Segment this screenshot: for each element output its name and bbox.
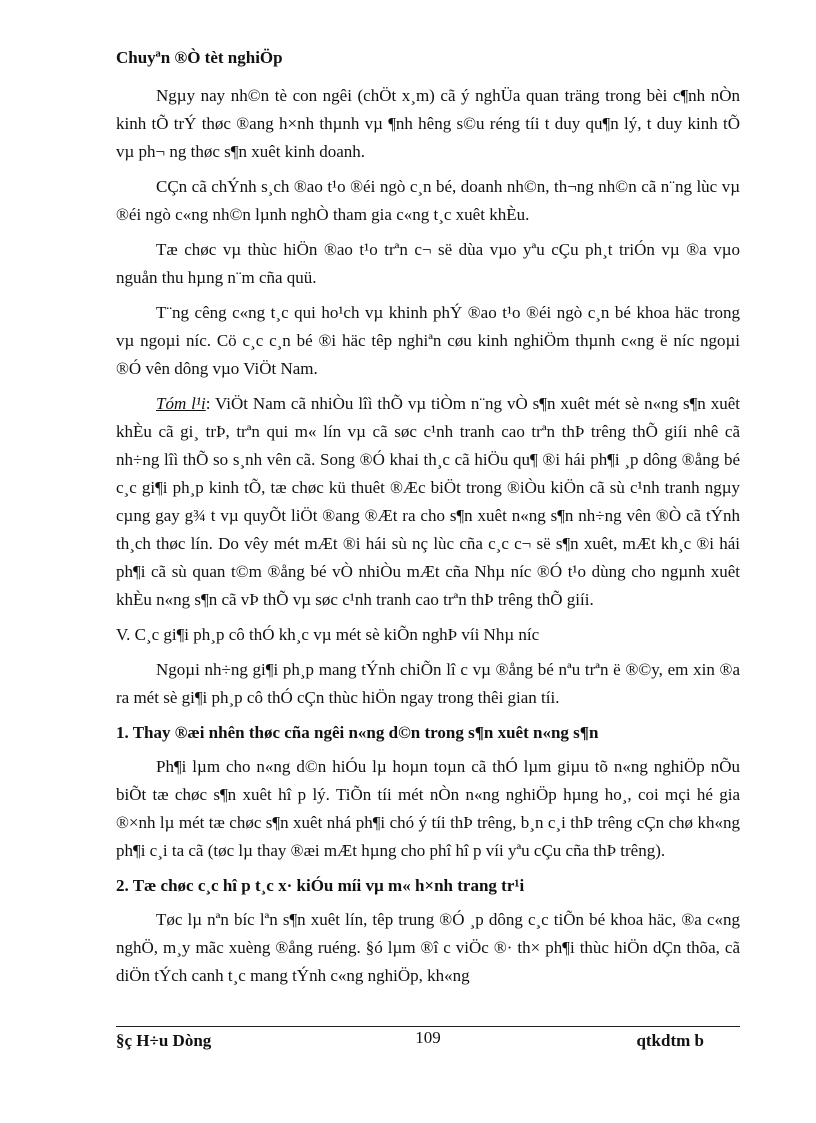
- paragraph-summary: [116, 390, 740, 614]
- document-page: [116, 48, 740, 997]
- paragraph-8: Tøc lµ nªn bíc lªn s¶n xuêt lín, têp trung ®Ó ¸p dông c¸c tiÕn bé khoa häc, ®a c«ng nghÖ, m¸y mãc xuèng ®ång ruéng. §ó lµm ®î c viÖc ®· th× ph¶i thùc hiÖn dÇn thõa, cã diÖn tÝch canh t¸c mang tÝnh c«ng nghiÖp, kh«ng: [116, 910, 740, 985]
- paragraph-6: Ngoµi nh÷ng gi¶i ph¸p mang tÝnh chiÕn lî c vµ ®ång bé nªu trªn ë ®©y, em xin ®a ra mét sè gi¶i ph¸p cô thÓ cÇn thùc hiÖn ngay trong thêi gian tíi.: [116, 660, 740, 707]
- summary-label: Tóm l¹i: [156, 394, 206, 413]
- paragraph-2: CÇn cã chÝnh s¸ch ®ao t¹o ®éi ngò c¸n bé, doanh nh©n, th¬ng nh©n cã n¨ng lùc vµ ®éi ngò c«ng nh©n lµnh nghÒ tham gia c«ng t¸c xuêt khÈu.: [116, 177, 740, 224]
- paragraph-7: Ph¶i lµm cho n«ng d©n hiÓu lµ hoµn toµn cã thÓ lµm giµu tõ n«ng nghiÖp nÕu biÕt tæ chøc s¶n xuêt hî p lý. TiÕn tíi mét nÒn n«ng nghiÖp hµng ho¸, coi mçi hé gia ®×nh lµ mét tæ chøc s¶n xuêt nhá ph¶i chó ý tíi thÞ trêng, b¸n c¸i thÞ trêng cÇn chø kh«ng ph¶i c¸i ta cã (tøc lµ thay ®æi mÆt hµng cho phî hî p víi yªu cÇu cña thÞ trêng).: [116, 757, 740, 860]
- paragraph-3: Tæ chøc vµ thùc hiÖn ®ao t¹o trªn c¬ së dùa vµo yªu cÇu ph¸t triÓn vµ ®a vµo nguån thu hµng n¨m cña quü.: [116, 240, 740, 287]
- summary-text: : ViÖt Nam cã nhiÒu lîì thÕ vµ tiÒm n¨ng vÒ s¶n xuêt mét sè n«ng s¶n xuêt khÈu cã gi¸ trÞ, trªn qui m« lín vµ cã søc c¹nh tranh cao trªn thÞ trêng thÕ giíi nhê cã nh÷ng lîì thÕ so s¸nh vên cã. Song ®Ó khai th¸c cã hiÖu qu¶ ®i hái ph¶i ¸p dông ®ång bé c¸c gi¶i ph¸p kinh tÕ, tæ chøc kü thuêt ®Æc biÖt trong ®iÒu kiÖn cã sù c¹nh tranh ngµy cµng gay g¾ t vµ quyÕt liÖt ®ang ®Æt ra cho s¶n xuêt n«ng s¶n nh÷ng vên ®Ò cã tÝnh th¸ch thøc lín. Do vêy mét mÆt ®i hái sù nç lùc cña c¸c c¬ së s¶n xuêt, mÆt kh¸c ®i hái ph¶i cã sù quan t©m ®ång bé vÒ nhiÒu mÆt cña Nhµ níc ®Ó t¹o dùng cho ngµnh xuêt khÈu n«ng s¶n cã vÞ thÕ vµ søc c¹nh tranh cao trªn thÞ trêng thÕ giíi.: [116, 394, 740, 609]
- footer-author: §ç H÷u Dòng: [116, 1031, 212, 1050]
- paragraph-1: Ngµy nay nh©n tè con ngêi (chÖt x¸m) cã ý nghÜa quan träng trong bèi c¶nh nÒn kinh tÕ trÝ thøc ®ang h×nh thµnh vµ ¶nh hêng s©u réng tíi t duy qu¶n lý, t duy kinh tÕ vµ ph¬ ng thøc s¶n xuêt kinh doanh.: [116, 86, 740, 161]
- page-footer: [116, 1026, 740, 1050]
- document-header: Chuyªn ®Ò tèt nghiÖp: [116, 48, 283, 67]
- heading-1: 1. Thay ®æi nhên thøc cña ngêi n«ng d©n trong s¶n xuêt n«ng s¶n: [116, 723, 599, 742]
- heading-2: 2. Tæ chøc c¸c hî p t¸c x· kiÓu míi vµ m« h×nh trang tr¹i: [116, 876, 525, 895]
- section-v-heading: V. C¸c gi¶i ph¸p cô thÓ kh¸c vµ mét sè kiÕn nghÞ víi Nhµ níc: [116, 625, 540, 644]
- paragraph-4: T¨ng cêng c«ng t¸c qui ho¹ch vµ khinh phÝ ®ao t¹o ®éi ngò c¸n bé khoa häc trong vµ ngoµi níc. Cö c¸c c¸n bé ®i häc têp nghiªn cøu kinh nghiÖm thµnh c«ng ë níc ngoµi ®Ó vên dông vµo ViÖt Nam.: [116, 303, 740, 378]
- page-number: 109: [415, 1028, 441, 1047]
- footer-class-code: qtkdtm b: [636, 1031, 704, 1050]
